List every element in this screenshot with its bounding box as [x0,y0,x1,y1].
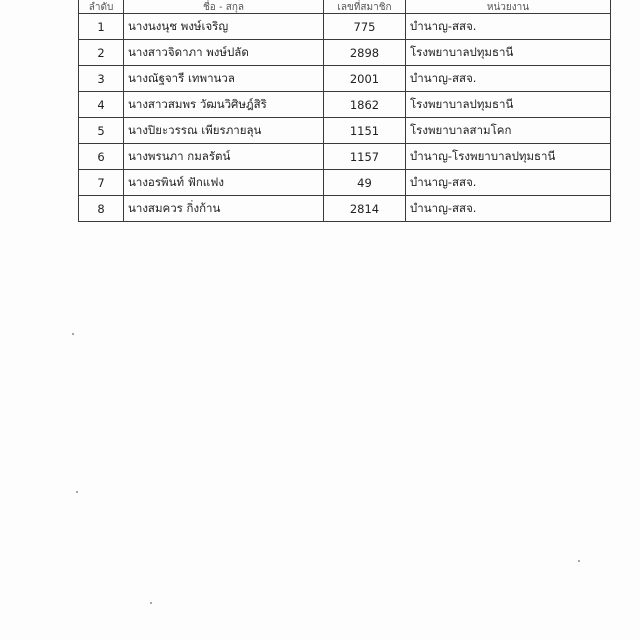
row-member-number: 1151 [324,118,406,144]
row-name: นางพรนภา กมลรัตน์ [124,144,324,170]
row-name: นางณัฐจารี เทพานวล [124,66,324,92]
scan-speck [150,602,152,604]
row-name: นางนงนุช พงษ์เจริญ [124,14,324,40]
header-order: ลำดับ [79,0,124,14]
row-unit: โรงพยาบาลปทุมธานี [406,92,611,118]
row-member-number: 1157 [324,144,406,170]
row-name: นางปิยะวรรณ เพียรภายลุน [124,118,324,144]
scan-speck [72,333,74,335]
row-unit: บำนาญ-สสจ. [406,170,611,196]
row-name: นางสมควร กิ่งก้าน [124,196,324,222]
row-unit: โรงพยาบาลปทุมธานี [406,40,611,66]
header-unit: หน่วยงาน [406,0,611,14]
row-name: นางสาวจิดาภา พงษ์ปลัด [124,40,324,66]
table-row [79,144,611,170]
row-order: 8 [79,196,124,222]
row-order: 7 [79,170,124,196]
scan-speck [76,491,78,493]
row-name: นางสาวสมพร วัฒนวิศิษฎ์สิริ [124,92,324,118]
table-row [79,14,611,40]
row-unit: บำนาญ-สสจ. [406,66,611,92]
table-row [79,196,611,222]
table-row [79,92,611,118]
row-member-number: 1862 [324,92,406,118]
table-row [79,40,611,66]
table-header-row [79,0,611,14]
row-order: 5 [79,118,124,144]
table-row [79,170,611,196]
row-unit: บำนาญ-สสจ. [406,196,611,222]
row-order: 6 [79,144,124,170]
row-member-number: 2898 [324,40,406,66]
row-order: 2 [79,40,124,66]
row-name: นางอรพินท์ ฟักแฟง [124,170,324,196]
row-member-number: 2814 [324,196,406,222]
row-order: 4 [79,92,124,118]
row-unit: โรงพยาบาลสามโคก [406,118,611,144]
row-order: 3 [79,66,124,92]
row-member-number: 2001 [324,66,406,92]
row-order: 1 [79,14,124,40]
table-row [79,66,611,92]
table-row [79,118,611,144]
header-name: ชื่อ - สกุล [124,0,324,14]
header-member-number: เลขที่สมาชิก [324,0,406,14]
row-unit: บำนาญ-สสจ. [406,14,611,40]
row-member-number: 49 [324,170,406,196]
member-table [78,0,611,222]
scan-speck [578,560,580,562]
row-member-number: 775 [324,14,406,40]
row-unit: บำนาญ-โรงพยาบาลปทุมธานี [406,144,611,170]
